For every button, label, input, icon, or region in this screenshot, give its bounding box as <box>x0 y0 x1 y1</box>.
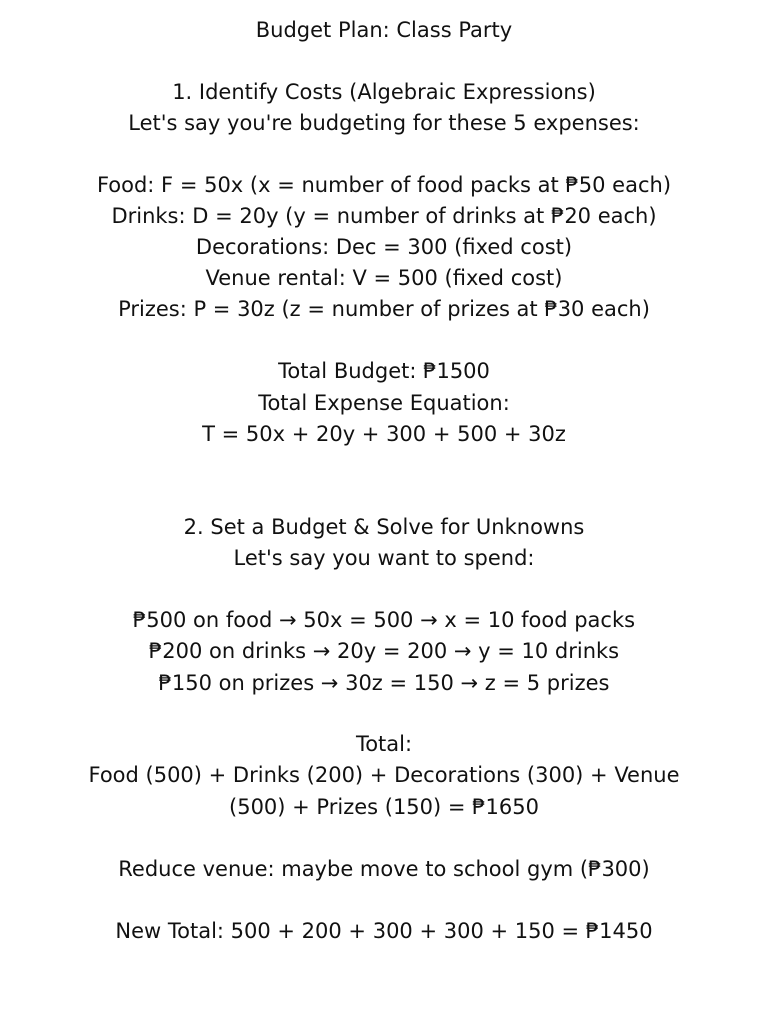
reduce-venue-note: Reduce venue: maybe move to school gym (₱300) <box>118 857 650 881</box>
expense-drinks: Drinks: D = 20y (y = number of drinks at ₱20 each) <box>111 204 657 228</box>
section-1-heading: 1. Identify Costs (Algebraic Expressions) <box>172 80 596 104</box>
total-line-2: (500) + Prizes (150) = ₱1650 <box>229 795 539 819</box>
expense-food: Food: F = 50x (x = number of food packs at ₱50 each) <box>96 173 672 197</box>
total-budget: Total Budget: ₱1500 <box>278 359 490 383</box>
section-1-intro: Let's say you're budgeting for these 5 expenses: <box>128 111 640 135</box>
total-expense-equation: T = 50x + 20y + 300 + 500 + 30z <box>202 422 566 446</box>
document-title: Budget Plan: Class Party <box>255 18 513 42</box>
expense-prizes: Prizes: P = 30z (z = number of prizes at ₱30 each) <box>118 297 650 321</box>
step-prizes: ₱150 on prizes → 30z = 150 → z = 5 prizes <box>158 671 610 695</box>
section-2-intro: Let's say you want to spend: <box>233 546 535 570</box>
expense-venue: Venue rental: V = 500 (fixed cost) <box>205 266 563 290</box>
expense-decorations: Decorations: Dec = 300 (fixed cost) <box>195 235 573 259</box>
equation-label: Total Expense Equation: <box>258 391 510 415</box>
total-line-1: Food (500) + Drinks (200) + Decorations (300) + Venue <box>88 763 680 787</box>
step-food: ₱500 on food → 50x = 500 → x = 10 food packs <box>132 608 636 632</box>
step-drinks: ₱200 on drinks → 20y = 200 → y = 10 drinks <box>148 639 620 663</box>
section-2-heading: 2. Set a Budget & Solve for Unknowns <box>183 515 585 539</box>
new-total: New Total: 500 + 200 + 300 + 300 + 150 = ₱1450 <box>115 919 653 943</box>
total-label: Total: <box>355 732 413 756</box>
